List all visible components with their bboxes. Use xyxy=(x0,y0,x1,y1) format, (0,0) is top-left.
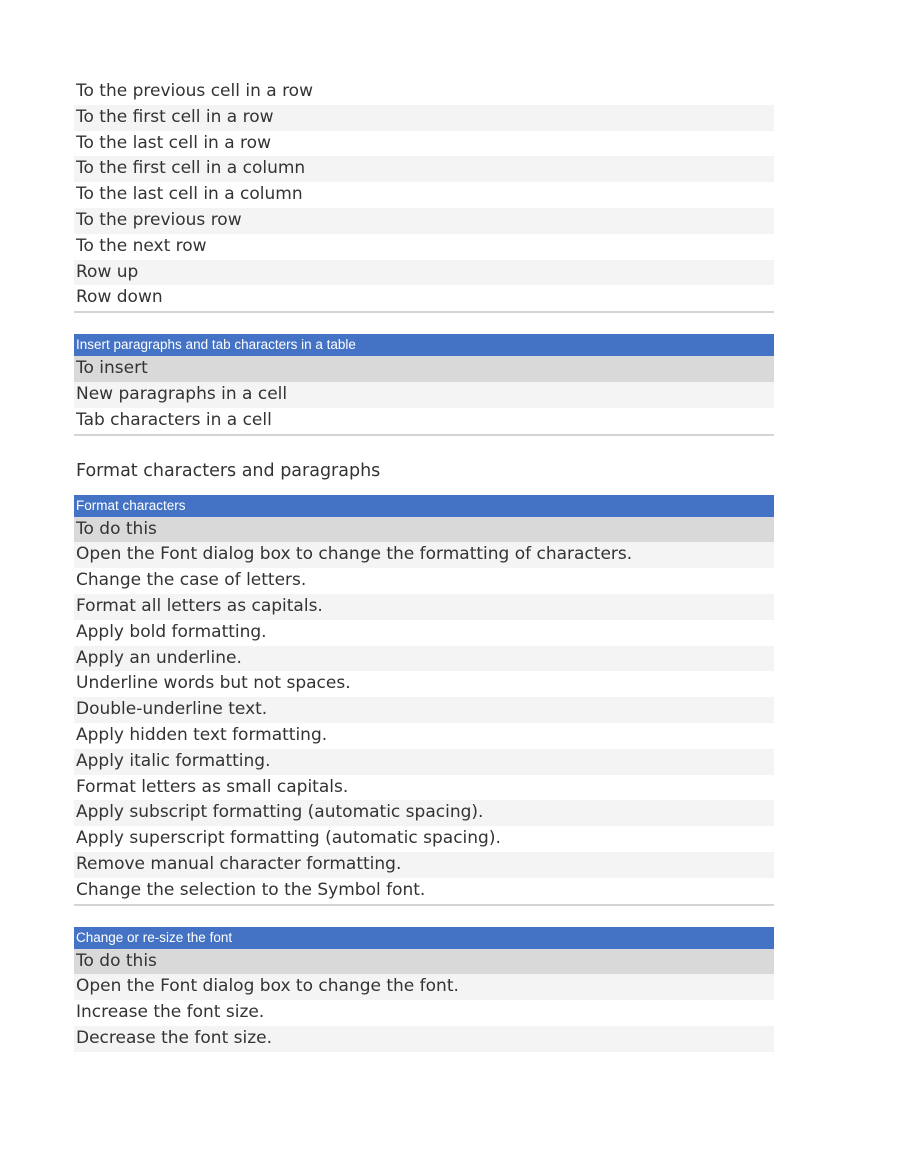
table-row: To the first cell in a row xyxy=(74,105,774,131)
table-caption: Format characters xyxy=(74,495,774,517)
table-row: Row down xyxy=(76,287,163,308)
table-caption: Insert paragraphs and tab characters in a table xyxy=(74,334,774,356)
table-header: To do this xyxy=(74,517,774,543)
table-row: Change the selection to the Symbol font. xyxy=(76,879,426,900)
table-caption: Change or re-size the font xyxy=(74,927,774,949)
table-insert-paragraphs xyxy=(74,334,774,435)
table-navigation xyxy=(74,79,774,313)
table-row: To the last cell in a row xyxy=(76,132,271,153)
table-row: Format all letters as capitals. xyxy=(74,594,774,620)
table-row: Apply italic formatting. xyxy=(74,749,774,775)
table-row: Remove manual character formatting. xyxy=(74,852,774,878)
table-row: To the previous row xyxy=(74,208,774,234)
table-row: To the first cell in a column xyxy=(74,156,774,182)
table-row: Change the case of letters. xyxy=(76,570,307,591)
table-row: Apply hidden text formatting. xyxy=(76,724,328,745)
table-row: To the previous cell in a row xyxy=(76,81,313,101)
table-row: Increase the font size. xyxy=(76,1002,265,1023)
table-row: Double-underline text. xyxy=(74,697,774,723)
table-row: Apply bold formatting. xyxy=(76,621,267,642)
table-row: Apply an underline. xyxy=(74,646,774,672)
table-row: To the last cell in a column xyxy=(76,184,303,205)
table-row: Row up xyxy=(74,260,774,286)
table-font-size xyxy=(74,927,774,1052)
table-row: Format letters as small capitals. xyxy=(76,776,349,797)
table-row: Open the Font dialog box to change the font. xyxy=(74,974,774,1000)
table-row: Apply superscript formatting (automatic spacing). xyxy=(76,828,501,849)
table-row: Decrease the font size. xyxy=(74,1026,774,1052)
section-heading: Format characters and paragraphs xyxy=(76,460,381,481)
table-row: New paragraphs in a cell xyxy=(74,382,774,408)
table-row: Apply subscript formatting (automatic spacing). xyxy=(74,800,774,826)
table-row: To the next row xyxy=(76,235,207,256)
table-header: To do this xyxy=(74,949,774,975)
table-header: To insert xyxy=(74,356,774,382)
table-row: Open the Font dialog box to change the formatting of characters. xyxy=(74,542,774,568)
table-row: Tab characters in a cell xyxy=(76,409,272,430)
document-page xyxy=(74,79,774,1052)
table-row: Underline words but not spaces. xyxy=(76,673,351,694)
table-format-characters xyxy=(74,495,774,906)
